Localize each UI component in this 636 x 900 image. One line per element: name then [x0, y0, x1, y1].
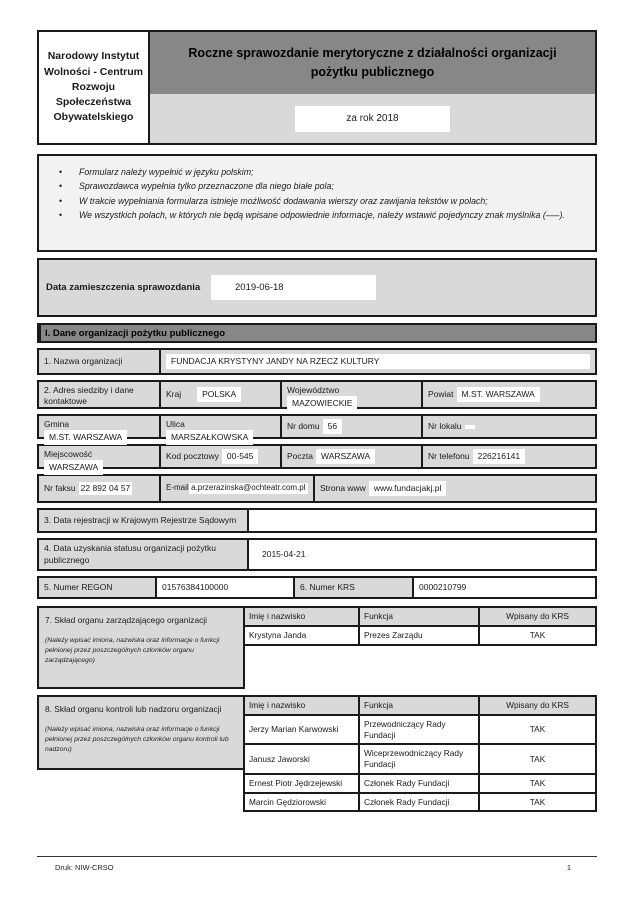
supervisory-section — [37, 695, 597, 812]
member-krs-field[interactable]: TAK — [480, 775, 597, 792]
nr-domu-label: Nr domu — [287, 421, 320, 431]
footer-print-label: Druk: NIW-CRSO — [55, 863, 114, 872]
wojewodztwo-cell — [280, 382, 421, 407]
gmina-label: Gmina — [44, 419, 70, 429]
www-cell — [313, 476, 595, 501]
page-footer — [37, 856, 597, 872]
email-label: E-mail — [166, 483, 189, 493]
supervisory-member-row — [243, 775, 597, 794]
miejscowosc-field[interactable]: WARSZAWA — [44, 460, 103, 475]
ulica-label: Ulica — [166, 419, 185, 429]
nr-lokalu-label: Nr lokalu — [428, 420, 462, 431]
member-name-field[interactable]: Marcin Gędziorowski — [245, 794, 360, 811]
report-date-field[interactable]: 2019-06-18 — [211, 275, 376, 300]
kod-pocztowy-label: Kod pocztowy — [166, 451, 219, 461]
page-number: 1 — [566, 863, 571, 872]
instruction-item: • We wszystkich polach, w których nie będą wpisane odpowiednie informacje, należy wstawić pojedynczy znak myślnika (–—). — [39, 208, 583, 222]
member-krs-field[interactable]: TAK — [480, 745, 597, 773]
section-1-header: I. Dane organizacji pożytku publicznego — [37, 323, 597, 343]
column-header-name: Imię i nazwisko — [245, 608, 360, 625]
report-year-field[interactable]: za rok 2018 — [295, 106, 450, 132]
column-header-function: Funkcja — [360, 608, 480, 625]
org-address-row-2 — [37, 414, 597, 443]
krs-date-row — [37, 508, 597, 533]
member-function-field[interactable]: Członek Rady Fundacji — [360, 775, 480, 792]
header-right — [150, 30, 597, 145]
member-name-field[interactable]: Janusz Jaworski — [245, 745, 360, 773]
regon-label: 5. Numer REGON — [44, 581, 113, 592]
instructions-list — [39, 165, 583, 222]
kraj-label: Kraj — [166, 388, 182, 399]
faks-cell — [39, 476, 159, 501]
krs-date-field[interactable] — [247, 510, 595, 531]
gmina-field[interactable]: M.ST. WARSZAWA — [44, 430, 127, 445]
supervisory-label-box — [37, 695, 245, 770]
krs-date-label: 3. Data rejestracji w Krajowym Rejestrze Sądowym — [44, 514, 237, 525]
wojewodztwo-label: Województwo — [287, 385, 340, 395]
supervisory-member-row — [243, 716, 597, 746]
instruction-item: • Sprawozdawca wypełnia tylko przeznaczone dla niego białe pola; — [39, 179, 583, 193]
instruction-item: • Formularz należy wypełnić w języku polskim; — [39, 165, 583, 179]
org-name-cell — [159, 350, 595, 373]
column-header-name: Imię i nazwisko — [245, 697, 360, 714]
report-date-label: Data zamieszczenia sprawozdania — [46, 282, 201, 293]
column-header-function: Funkcja — [360, 697, 480, 714]
powiat-label: Powiat — [428, 388, 454, 399]
kod-pocztowy-field[interactable]: 00-545 — [222, 449, 258, 464]
miejscowosc-cell — [39, 446, 159, 473]
powiat-field[interactable]: M.ST. WARSZAWA — [457, 387, 540, 402]
report-date-row — [37, 258, 597, 317]
org-contact-row — [37, 474, 597, 503]
board-label: 7. Skład organu zarządzającego organizacji — [45, 615, 208, 625]
member-name-field[interactable]: Jerzy Marian Karwowski — [245, 716, 360, 744]
poczta-field[interactable]: WARSZAWA — [316, 449, 375, 464]
powiat-cell — [421, 382, 595, 407]
member-function-field[interactable]: Wiceprzewodniczący Rady Fundacji — [360, 745, 480, 773]
supervisory-header-row — [243, 695, 597, 716]
board-label-box — [37, 606, 245, 689]
board-section — [37, 606, 597, 689]
nr-lokalu-field[interactable] — [465, 425, 475, 429]
wojewodztwo-field[interactable]: MAZOWIECKIE — [287, 396, 357, 411]
telefon-label: Nr telefonu — [428, 451, 470, 461]
member-function-field[interactable]: Prezes Zarządu — [360, 627, 480, 644]
member-name-field[interactable]: Ernest Piotr Jędrzejewski — [245, 775, 360, 792]
kod-pocztowy-cell — [159, 446, 280, 467]
faks-label: Nr faksu — [44, 482, 76, 493]
instructions-box — [37, 154, 597, 252]
opp-date-row — [37, 538, 597, 571]
board-table — [243, 606, 597, 646]
supervisory-note: (Należy wpisać imiona, nazwiska oraz informacje o funkcji pełnionej przez poszczególnych członków organu kontroli lub nadzoru) — [45, 725, 229, 753]
member-krs-field[interactable]: TAK — [480, 794, 597, 811]
org-address-row-3 — [37, 444, 597, 473]
kraj-field[interactable]: POLSKA — [197, 387, 241, 402]
member-krs-field[interactable]: TAK — [480, 627, 597, 644]
krs-label: 6. Numer KRS — [293, 578, 412, 597]
org-name-field[interactable]: FUNDACJA KRYSTYNY JANDY NA RZECZ KULTURY — [166, 354, 590, 369]
ulica-cell — [159, 416, 280, 443]
org-name-row — [37, 348, 597, 375]
member-function-field[interactable]: Członek Rady Fundacji — [360, 794, 480, 811]
year-bar — [150, 94, 595, 143]
supervisory-member-row — [243, 794, 597, 813]
nr-domu-cell — [280, 416, 421, 437]
telefon-cell — [421, 446, 595, 467]
column-header-krs: Wpisany do KRS — [480, 697, 597, 714]
board-member-row — [243, 627, 597, 646]
supervisory-label: 8. Skład organu kontroli lub nadzoru organizacji — [45, 704, 222, 714]
krs-field[interactable]: 0000210799 — [412, 578, 595, 597]
institute-name-box: Narodowy Instytut Wolności - Centrum Rozwoju Społeczeństwa Obywatelskiego — [37, 30, 150, 145]
poczta-cell — [280, 446, 421, 467]
kraj-cell — [159, 382, 280, 407]
member-function-field[interactable]: Przewodniczący Rady Fundacji — [360, 716, 480, 744]
supervisory-member-row — [243, 745, 597, 775]
column-header-krs: Wpisany do KRS — [480, 608, 597, 625]
opp-date-field[interactable]: 2015-04-21 — [247, 540, 595, 569]
email-cell — [159, 476, 313, 501]
regon-krs-row — [37, 576, 597, 599]
member-krs-field[interactable]: TAK — [480, 716, 597, 744]
telefon-field[interactable]: 226216141 — [473, 449, 526, 464]
member-name-field[interactable]: Krystyna Janda — [245, 627, 360, 644]
org-name-label: 1. Nazwa organizacji — [44, 355, 123, 366]
nr-lokalu-cell — [421, 416, 595, 437]
form-title: Roczne sprawozdanie merytoryczne z działalności organizacji pożytku publicznego — [150, 32, 595, 94]
opp-date-label: 4. Data uzyskania statusu organizacji pożytku publicznego — [44, 543, 216, 565]
poczta-label: Poczta — [287, 451, 313, 461]
board-header-row — [243, 606, 597, 627]
form-header — [37, 30, 597, 145]
supervisory-table — [243, 695, 597, 812]
www-label: Strona www — [320, 482, 366, 493]
instruction-item: • W trakcie wypełniania formularza istnieje możliwość dodawania wierszy oraz zawijania tekstów w polach; — [39, 194, 583, 208]
org-address-label: 2. Adres siedziby i dane kontaktowe — [44, 385, 134, 407]
faks-field[interactable]: 22 892 04 57 — [79, 482, 133, 495]
gmina-cell — [39, 416, 159, 443]
ulica-field[interactable]: MARSZAŁKOWSKA — [166, 430, 253, 445]
miejscowosc-label: Miejscowość — [44, 449, 93, 459]
nr-domu-field[interactable]: 56 — [323, 419, 342, 434]
email-field[interactable]: a.przerazinska@ochteatr.com.pl — [191, 483, 306, 493]
www-field[interactable]: www.fundacjakj.pl — [369, 481, 447, 496]
org-address-row-1 — [37, 380, 597, 409]
regon-field[interactable]: 01576384100000 — [155, 578, 293, 597]
board-note: (Należy wpisać imiona, nazwiska oraz informacje o funkcji pełnionej przez poszczególnych członków organu zarządzającego) — [45, 636, 220, 664]
